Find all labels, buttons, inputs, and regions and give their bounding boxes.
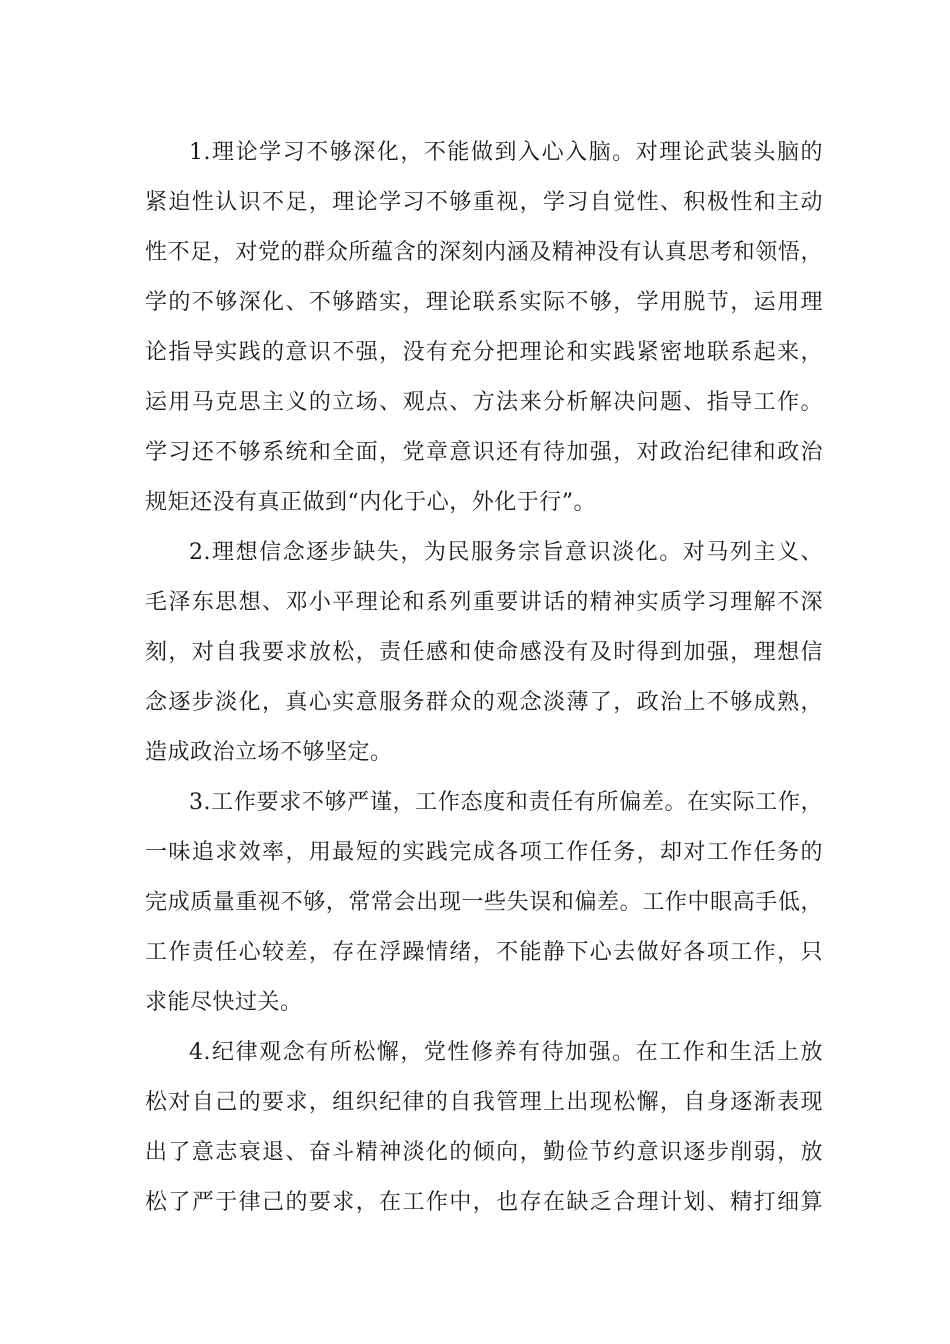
paragraph-1 — [145, 128, 823, 528]
paragraph-3 — [145, 778, 823, 1028]
text-line: 3.工作要求不够严谨，工作态度和责任有所偏差。在实际工作， — [189, 790, 823, 815]
text-line: 毛泽东思想、邓小平理论和系列重要讲话的精神实质学习理解不深 — [145, 590, 823, 615]
text-line: 求能尽快过关。 — [145, 990, 303, 1015]
text-line: 造成政治立场不够坚定。 — [145, 740, 393, 765]
text-line: 念逐步淡化，真心实意服务群众的观念淡薄了，政治上不够成熟， — [145, 690, 823, 715]
text-line: 刻，对自我要求放松，责任感和使命感没有及时得到加强，理想信 — [145, 640, 823, 665]
text-line: 性不足，对党的群众所蕴含的深刻内涵及精神没有认真思考和领悟， — [145, 240, 823, 265]
document-body — [145, 128, 823, 1228]
text-line: 学的不够深化、不够踏实，理论联系实际不够，学用脱节，运用理 — [145, 290, 823, 315]
text-line: 2.理想信念逐步缺失，为民服务宗旨意识淡化。对马列主义、 — [189, 540, 823, 565]
text-line: 1.理论学习不够深化，不能做到入心入脑。对理论武装头脑的 — [189, 140, 823, 165]
text-line: 规矩还没有真正做到“内化于心，外化于行”。 — [145, 490, 596, 515]
text-line: 松对自己的要求，组织纪律的自我管理上出现松懈，自身逐渐表现 — [145, 1090, 823, 1115]
text-line: 4.纪律观念有所松懈，党性修养有待加强。在工作和生活上放 — [189, 1040, 823, 1065]
text-line: 运用马克思主义的立场、观点、方法来分析解决问题、指导工作。 — [145, 390, 823, 415]
text-line: 一味追求效率，用最短的实践完成各项工作任务，却对工作任务的 — [145, 840, 823, 865]
text-line: 论指导实践的意识不强，没有充分把理论和实践紧密地联系起来， — [145, 340, 823, 365]
paragraph-2 — [145, 528, 823, 778]
text-line: 完成质量重视不够，常常会出现一些失误和偏差。工作中眼高手低， — [145, 890, 823, 915]
text-line: 松了严于律己的要求，在工作中，也存在缺乏合理计划、精打细算 — [145, 1190, 823, 1215]
text-line: 学习还不够系统和全面，党章意识还有待加强，对政治纪律和政治 — [145, 440, 823, 465]
text-line: 工作责任心较差，存在浮躁情绪，不能静下心去做好各项工作，只 — [145, 940, 823, 965]
text-line: 紧迫性认识不足，理论学习不够重视，学习自觉性、积极性和主动 — [145, 190, 823, 215]
text-line: 出了意志衰退、奋斗精神淡化的倾向，勤俭节约意识逐步削弱，放 — [145, 1140, 823, 1165]
paragraph-4 — [145, 1028, 823, 1228]
